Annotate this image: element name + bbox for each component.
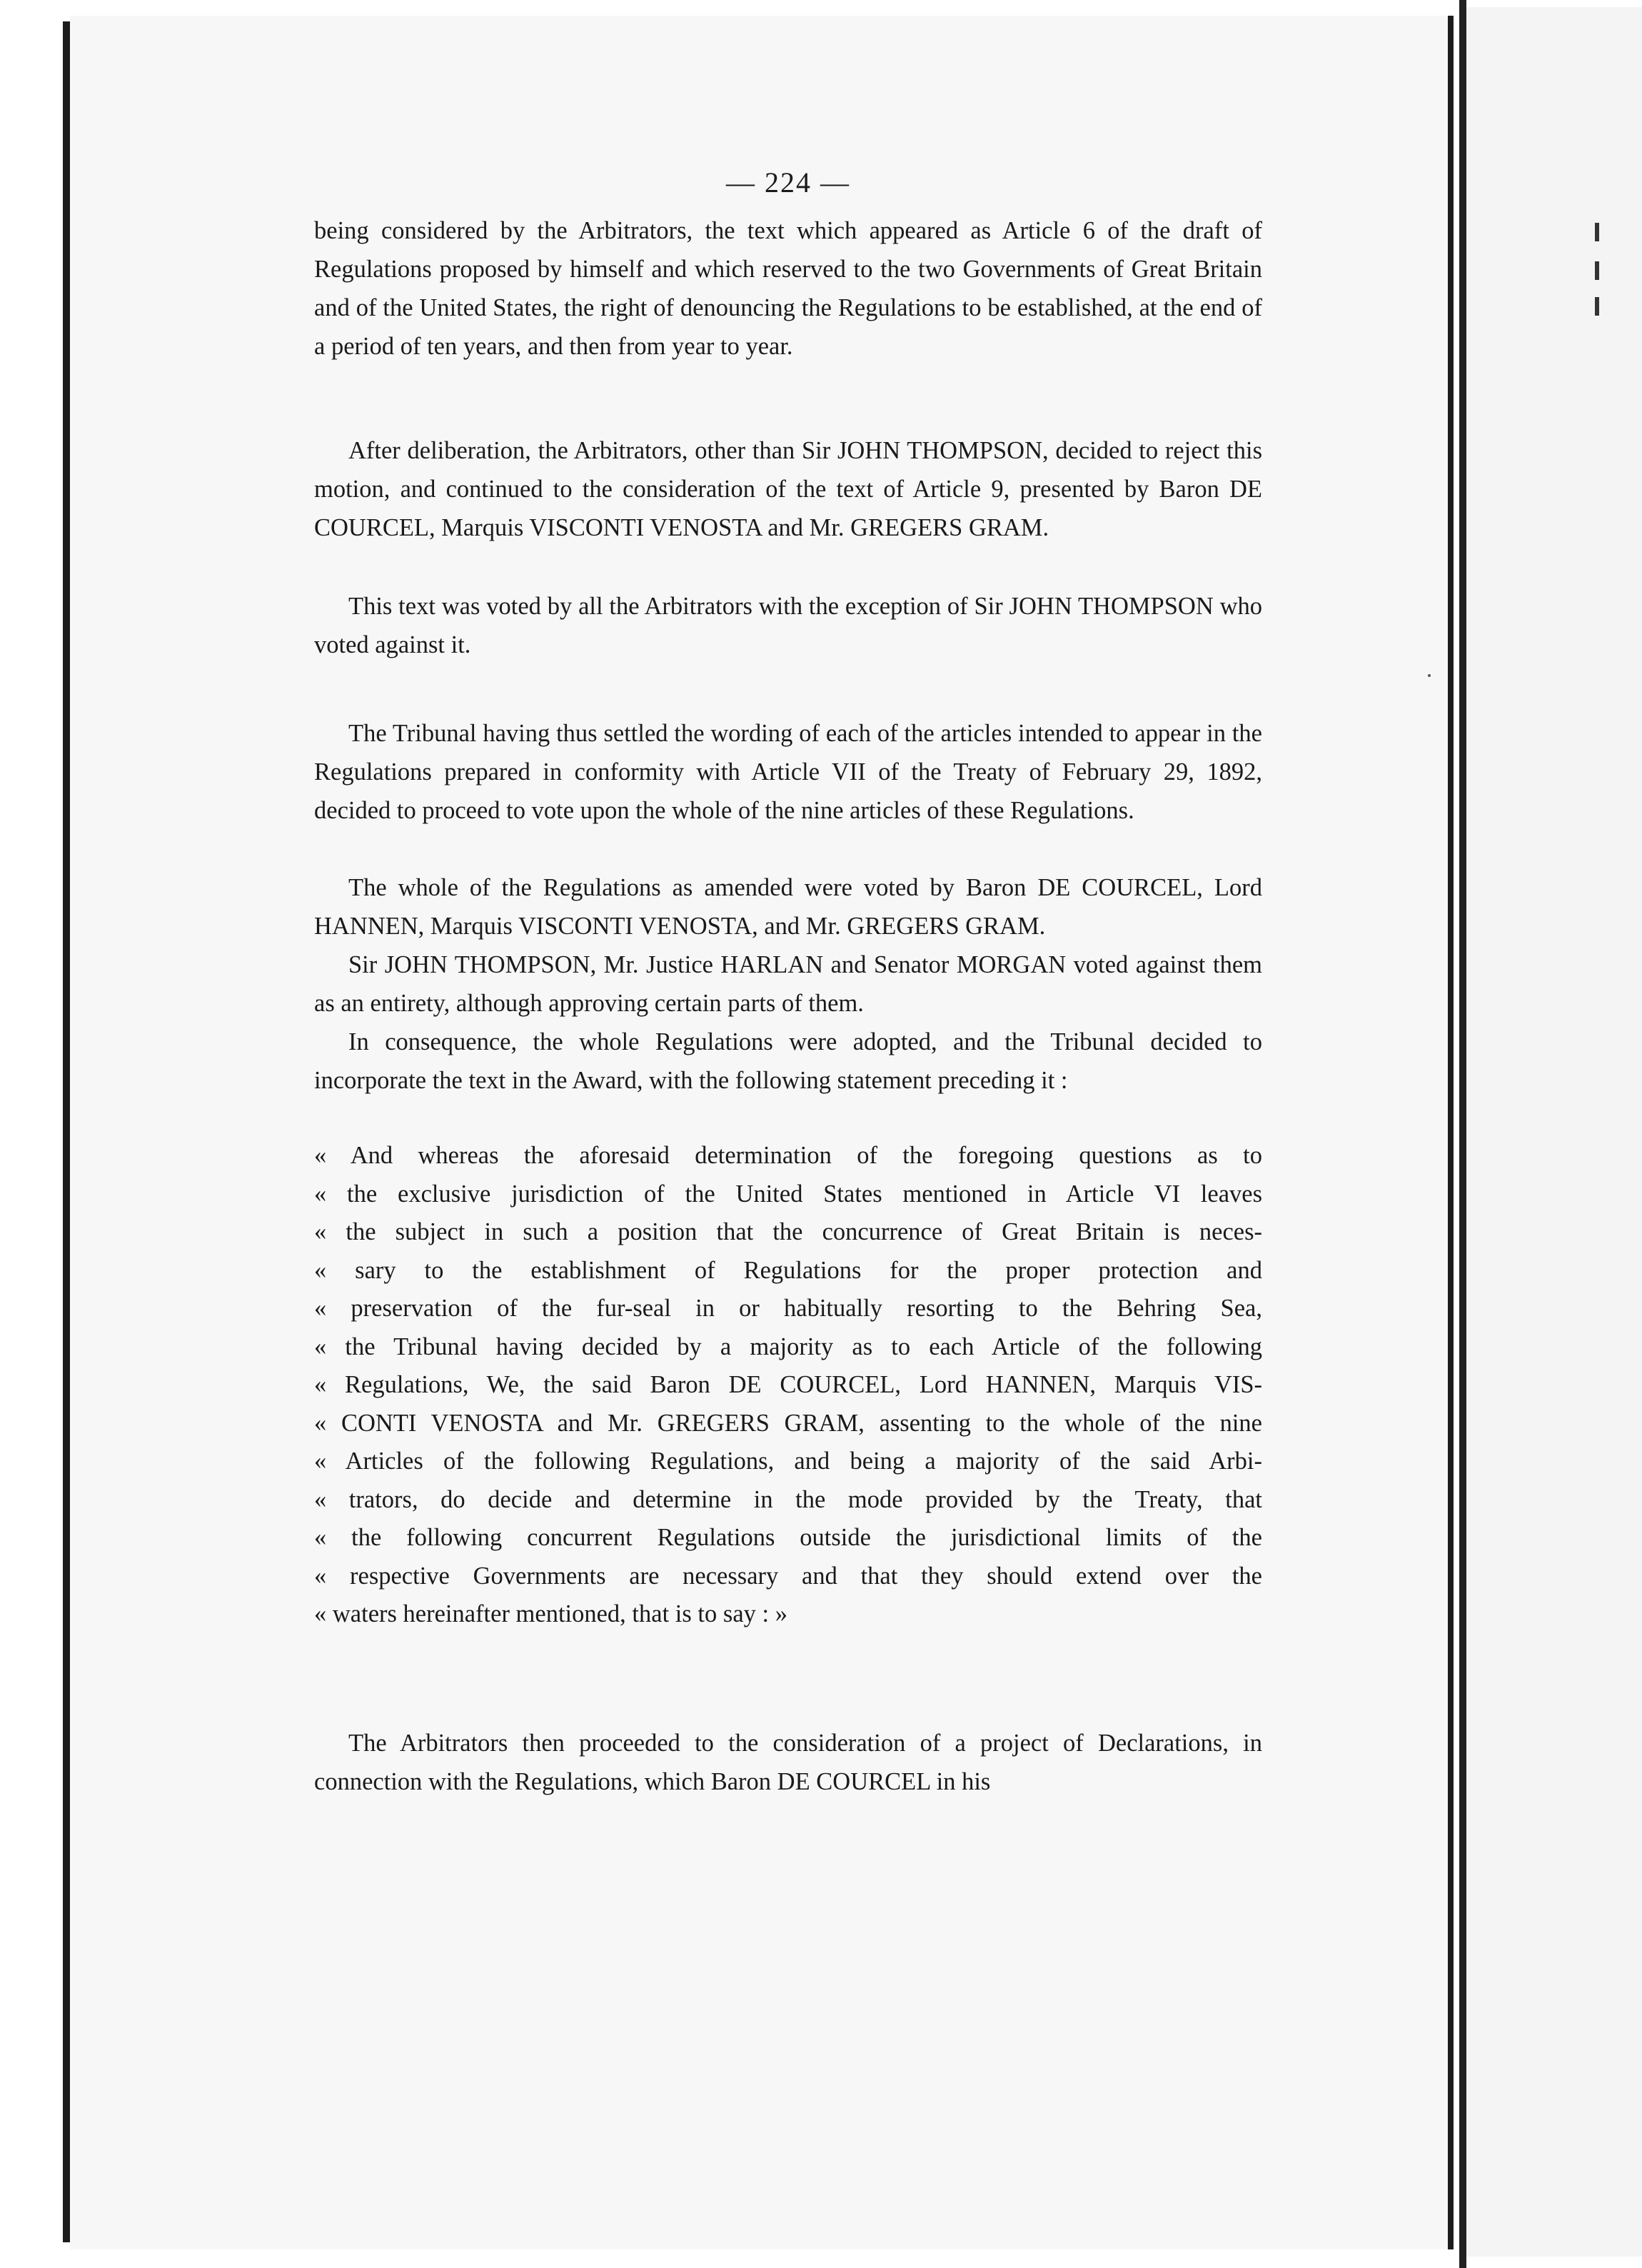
paragraph: The Arbitrators then proceeded to the consideration of a project of Declarations, in connection with the Regulations, which Baron DE COURCEL in his	[314, 1730, 1262, 1795]
book-gutter	[1459, 0, 1466, 2268]
adjacent-page-mark	[1595, 261, 1599, 280]
quotation-line: « And whereas the aforesaid determination of the foregoing questions as to	[314, 1142, 1262, 1169]
quotation-line: « CONTI VENOSTA and Mr. GREGERS GRAM, assenting to the whole of the nine	[314, 1409, 1262, 1437]
adjacent-page-edge	[1466, 7, 1642, 2257]
paragraph: Sir JOHN THOMPSON, Mr. Justice HARLAN and Senator MORGAN voted against them as an entirety, although approving certain parts of them.	[314, 951, 1262, 1017]
quotation-line: « trators, do decide and determine in the mode provided by the Treaty, that	[314, 1485, 1262, 1513]
paragraph: This text was voted by all the Arbitrators with the exception of Sir JOHN THOMPSON who voted against it.	[314, 593, 1262, 658]
quotation-line: « the exclusive jurisdiction of the United States mentioned in Article VI leaves	[314, 1180, 1262, 1208]
quotation-line: « the subject in such a position that the concurrence of Great Britain is neces-	[314, 1218, 1262, 1245]
adjacent-page-mark	[1595, 297, 1599, 316]
paragraph: In consequence, the whole Regulations were adopted, and the Tribunal decided to incorporate the text in the Award, with the following statement preceding it :	[314, 1028, 1262, 1094]
quotation-line: « respective Governments are necessary and that they should extend over the	[314, 1562, 1262, 1590]
paragraph: being considered by the Arbitrators, the text which appeared as Article 6 of the draft of Regulations proposed by himself and which reserved to the two Governments of Great Britain and of the United States, the right of denouncing the Regulations to be established, at the end of a period of ten years, and then from year to year.	[314, 217, 1262, 360]
scan-margin	[0, 0, 66, 2268]
paragraph: The whole of the Regulations as amended were voted by Baron DE COURCEL, Lord HANNEN, Marquis VISCONTI VENOSTA, and Mr. GREGERS GRAM.	[314, 874, 1262, 940]
quotation-line: « waters hereinafter mentioned, that is to say : »	[314, 1600, 787, 1627]
quotation-line: « Articles of the following Regulations, and being a majority of the said Arbi-	[314, 1447, 1262, 1475]
quotation-line: « the Tribunal having decided by a majority as to each Article of the following	[314, 1333, 1262, 1360]
paragraph: The Tribunal having thus settled the wording of each of the articles intended to appear in the Regulations prepared in conformity with Article VII of the Treaty of February 29, 1892, decided to proceed to vote upon the whole of the nine articles of these Regulations.	[314, 720, 1262, 824]
page-edge-shadow	[63, 21, 70, 2242]
paragraph: After deliberation, the Arbitrators, other than Sir JOHN THOMPSON, decided to reject this motion, and continued to the consideration of the text of Article 9, presented by Baron DE COURCEL, Marquis VISCONTI VENOSTA and Mr. GREGERS GRAM.	[314, 437, 1262, 541]
scan-speck	[1428, 674, 1431, 677]
award-quotation	[314, 1137, 1262, 1634]
quotation-line: « the following concurrent Regulations outside the jurisdictional limits of the	[314, 1524, 1262, 1551]
quotation-line: « sary to the establishment of Regulations for the proper protection and	[314, 1256, 1262, 1284]
quotation-line: « preservation of the fur-seal in or habitually resorting to the Behring Sea,	[314, 1295, 1262, 1322]
page-number: — 224 —	[726, 166, 850, 199]
adjacent-page-mark	[1595, 223, 1599, 241]
quotation-line: « Regulations, We, the said Baron DE COURCEL, Lord HANNEN, Marquis VIS-	[314, 1371, 1262, 1398]
